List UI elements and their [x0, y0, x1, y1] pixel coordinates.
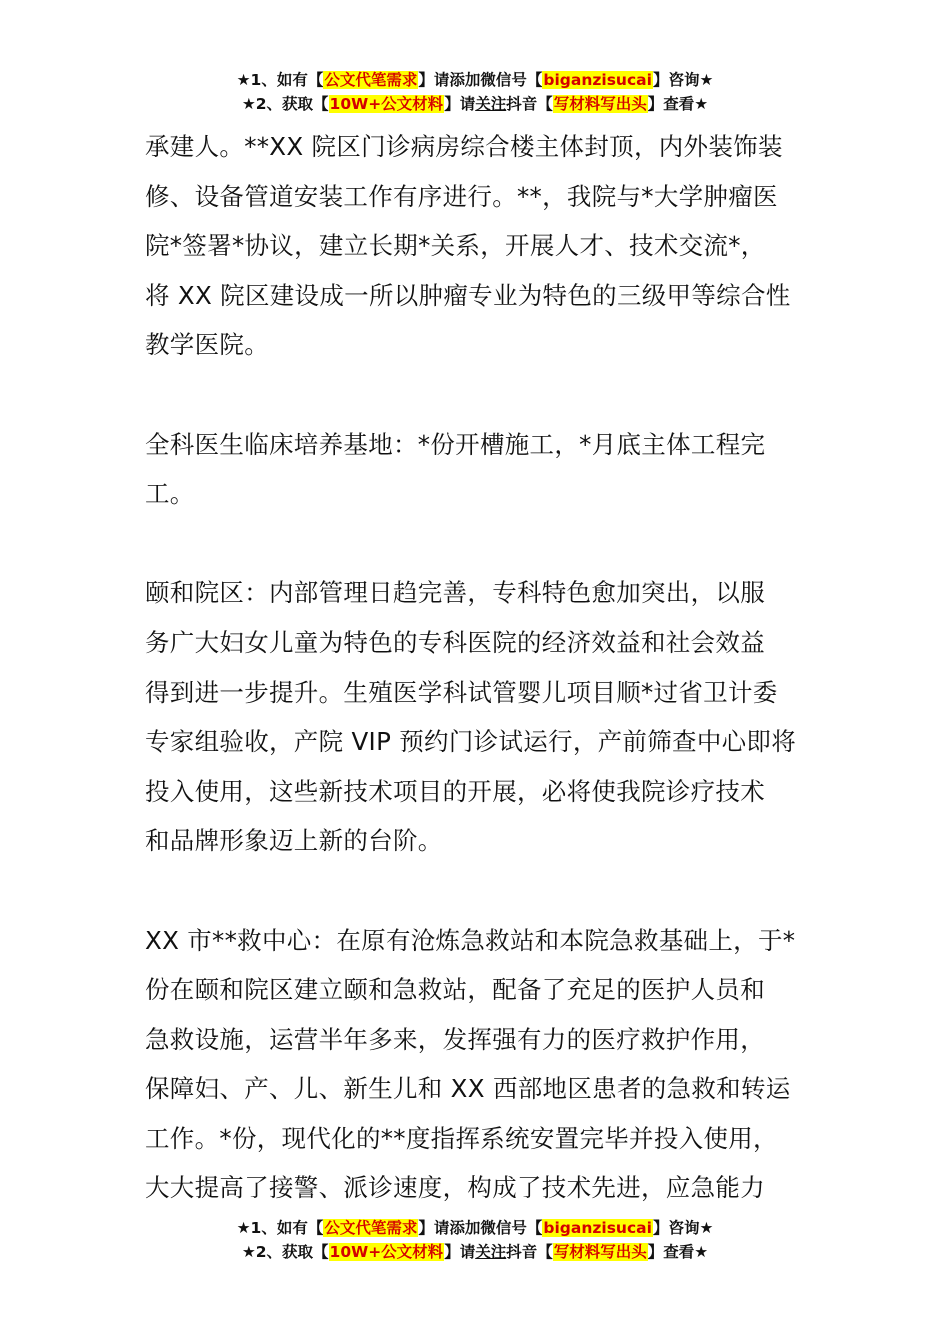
text-line: 院*签署*协议，建立长期*关系，开展人才、技术交流*，: [145, 231, 766, 261]
banner-highlight: 10W+公文材料: [329, 1243, 444, 1261]
paragraph-gp-training-base: [145, 420, 810, 519]
text-line: 得到进一步提升。生殖医学科试管婴儿项目顺*过省卫计委: [145, 677, 778, 707]
banner-line-2: [0, 92, 950, 116]
text-line: 急救设施，运营半年多来，发挥强有力的医疗救护作用，: [145, 1024, 765, 1054]
text-line: 专家组验收，产院 VIP 预约门诊试运行，产前筛查中心即将: [145, 727, 797, 757]
banner-line-1: [0, 1216, 950, 1240]
text-line: 务广大妇女儿童为特色的专科医院的经济效益和社会效益: [145, 627, 765, 657]
text-line: XX 市**救中心：在原有沧炼急救站和本院急救基础上，于*: [145, 925, 796, 955]
text-line: 份在颐和院区建立颐和急救站，配备了充足的医护人员和: [145, 975, 765, 1005]
banner-text: ★2、获取【: [241, 1243, 329, 1261]
banner-underlined-text: 关注: [475, 95, 507, 113]
paragraph-xx-campus: [145, 122, 810, 370]
banner-line-1: [0, 68, 950, 92]
banner-text: 抖音【: [506, 1243, 553, 1261]
document-body: [145, 122, 810, 1263]
banner-text: 】请添加微信号【: [418, 71, 543, 89]
banner-highlight: 写材料写出头: [553, 95, 647, 113]
banner-text: 】咨询★: [652, 71, 714, 89]
text-line: 修、设备管道安装工作有序进行。**，我院与*大学肿瘤医: [145, 181, 778, 211]
wechat-id-highlight: biganzisucai: [543, 1219, 652, 1237]
banner-text: ★2、获取【: [241, 95, 329, 113]
banner-highlight: 写材料写出头: [553, 1243, 647, 1261]
banner-highlight: 公文代笔需求: [324, 71, 418, 89]
banner-text: 】查看★: [647, 95, 709, 113]
text-line: 工作。*份，现代化的**度指挥系统安置完毕并投入使用，: [145, 1123, 778, 1153]
banner-text: ★1、如有【: [236, 71, 324, 89]
wechat-id-highlight: biganzisucai: [543, 71, 652, 89]
banner-highlight: 公文代笔需求: [324, 1219, 418, 1237]
banner-text: 】咨询★: [652, 1219, 714, 1237]
banner-text: ★1、如有【: [236, 1219, 324, 1237]
banner-highlight: 10W+公文材料: [329, 95, 444, 113]
text-line: 工。: [145, 479, 195, 509]
paragraph-emergency-center: [145, 916, 810, 1214]
header-banner: [0, 68, 950, 116]
text-line: 和品牌形象迈上新的台阶。: [145, 826, 443, 856]
text-line: 投入使用，这些新技术项目的开展，必将使我院诊疗技术: [145, 776, 765, 806]
text-line: 承建人。**XX 院区门诊病房综合楼主体封顶，内外装饰装: [145, 132, 783, 161]
text-line: 保障妇、产、儿、新生儿和 XX 西部地区患者的急救和转运: [145, 1074, 791, 1104]
footer-banner: [0, 1216, 950, 1264]
text-line: 大大提高了接警、派诊速度，构成了技术先进，应急能力: [145, 1173, 765, 1203]
banner-text: 】请: [444, 1243, 476, 1261]
banner-underlined-text: 关注: [475, 1243, 507, 1261]
text-line: 教学医院。: [145, 330, 269, 360]
paragraph-yihe-campus: [145, 568, 810, 866]
text-line: 将 XX 院区建设成一所以肿瘤专业为特色的三级甲等综合性: [145, 280, 791, 310]
banner-text: 】请添加微信号【: [418, 1219, 543, 1237]
banner-text: 】请: [444, 95, 476, 113]
banner-text: 抖音【: [506, 95, 553, 113]
banner-line-2: [0, 1240, 950, 1264]
text-line: 全科医生临床培养基地：*份开槽施工，*月底主体工程完: [145, 429, 766, 459]
banner-text: 】查看★: [647, 1243, 709, 1261]
text-line: 颐和院区：内部管理日趋完善，专科特色愈加突出，以服: [145, 578, 765, 608]
